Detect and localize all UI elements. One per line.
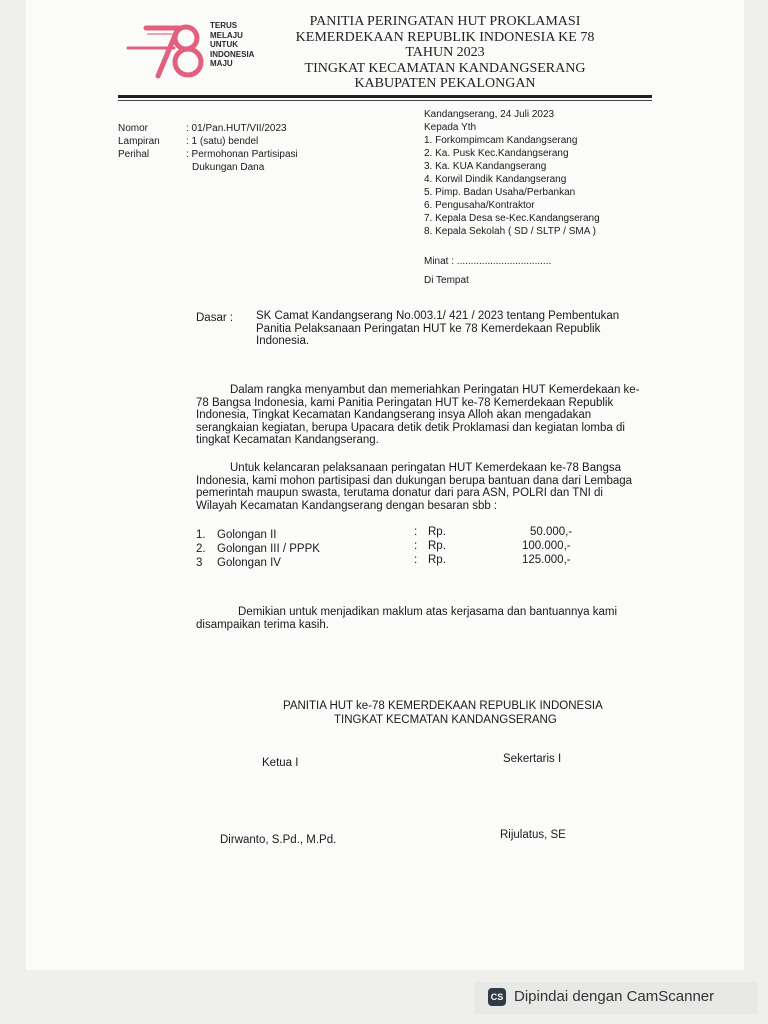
minat-line: Minat : .................................. <box>424 256 552 267</box>
committee-name: PANITIA HUT ke-78 KEMERDEKAAN REPUBLIK INDONESIA <box>283 700 603 712</box>
recipient-block <box>424 108 600 238</box>
left-signatory-name: Dirwanto, S.Pd., M.Pd. <box>220 834 337 846</box>
kepada-yth: Kepada Yth <box>424 122 477 133</box>
letterhead <box>270 14 620 92</box>
recipient-item: 5. Pimp. Badan Usaha/Perbankan <box>424 187 576 198</box>
paragraph-2: Untuk kelancaran pelaksanaan peringatan HUT Kemerdekaan ke-78 Bangsa Indonesia, kami mohon partisipasi dan dukungan berupa bantuan dana dari Lembaga pemerintah maupun swasta, terutama donatur dari para ASN, POLRI dan TNI di Wilayah Kecamatan Kandangserang dengan besaran sbb : <box>196 462 633 512</box>
recipient-item: 8. Kepala Sekolah ( SD / SLTP / SMA ) <box>424 226 596 237</box>
letterhead-line: KABUPATEN PEKALONGAN <box>354 76 536 91</box>
scanner-watermark-text: Dipindai dengan CamScanner <box>514 988 715 1005</box>
letterhead-line: PANITIA PERINGATAN HUT PROKLAMASI <box>309 14 581 29</box>
meta-labels: Nomor Lampiran Perihal <box>118 123 160 160</box>
recipient-item: 4. Korwil Dindik Kandangserang <box>424 174 567 185</box>
letterhead-line: TAHUN 2023 <box>405 45 485 60</box>
recipient-item: 3. Ka. KUA Kandangserang <box>424 161 547 172</box>
dasar-label: Dasar : <box>196 312 234 324</box>
recipient-item: 1. Forkompimcam Kandangserang <box>424 135 578 146</box>
right-signatory-title: Sekertaris I <box>503 753 562 765</box>
recipient-item: 6. Pengusaha/Kontraktor <box>424 200 535 211</box>
committee-level: TINGKAT KECMATAN KANDANGSERANG <box>334 714 557 726</box>
camscanner-icon: CS <box>488 988 506 1006</box>
recipient-item: 2. Ka. Pusk Kec.Kandangserang <box>424 148 569 159</box>
letterhead-line: KEMERDEKAAN REPUBLIK INDONESIA KE 78 <box>295 29 595 45</box>
letterhead-rule-thick <box>118 95 652 98</box>
closing-paragraph: Demikian untuk menjadikan maklum atas kerjasama dan bantuannya kami disampaikan terima kasih. <box>196 606 618 631</box>
di-tempat: Di Tempat <box>424 275 469 286</box>
place-date: Kandangserang, 24 Juli 2023 <box>424 109 555 120</box>
left-signatory-title: Ketua I <box>262 757 299 769</box>
right-signatory-name: Rijulatus, SE <box>500 829 566 841</box>
letterhead-rule-thin <box>118 100 652 101</box>
letterhead-line: TINGKAT KECAMATAN KANDANGSERANG <box>304 60 586 76</box>
meta-values: : 01/Pan.HUT/VII/2023 : 1 (satu) bendel : Permohonan Partisipasi Dukungan Dana <box>186 123 298 173</box>
paragraph-1: Dalam rangka menyambut dan memeriahkan Peringatan HUT Kemerdekaan ke- 78 Bangsa Indonesia, kami Panitia Peringatan HUT ke-78 Kemerdekaan Republik Indonesia, Tingkat Kecamatan Kandangserang insya Alloh akan mengadakan serangkaian kegiatan, berupa Upacara detik detik Proklamasi dan kegiatan lomba di tingkat Kecamatan Kandangserang. <box>196 384 640 446</box>
recipient-item: 7. Kepala Desa se-Kec.Kandangserang <box>424 213 600 224</box>
dasar-text: SK Camat Kandangserang No.003.1/ 421 / 2023 tentang Pembentukan Panitia Pelaksanaan Peringatan HUT ke 78 Kemerdekaan Republik Indonesia. <box>256 310 620 347</box>
logo-tagline: TERUS MELAJU UNTUK INDONESIA MAJU <box>210 21 255 68</box>
